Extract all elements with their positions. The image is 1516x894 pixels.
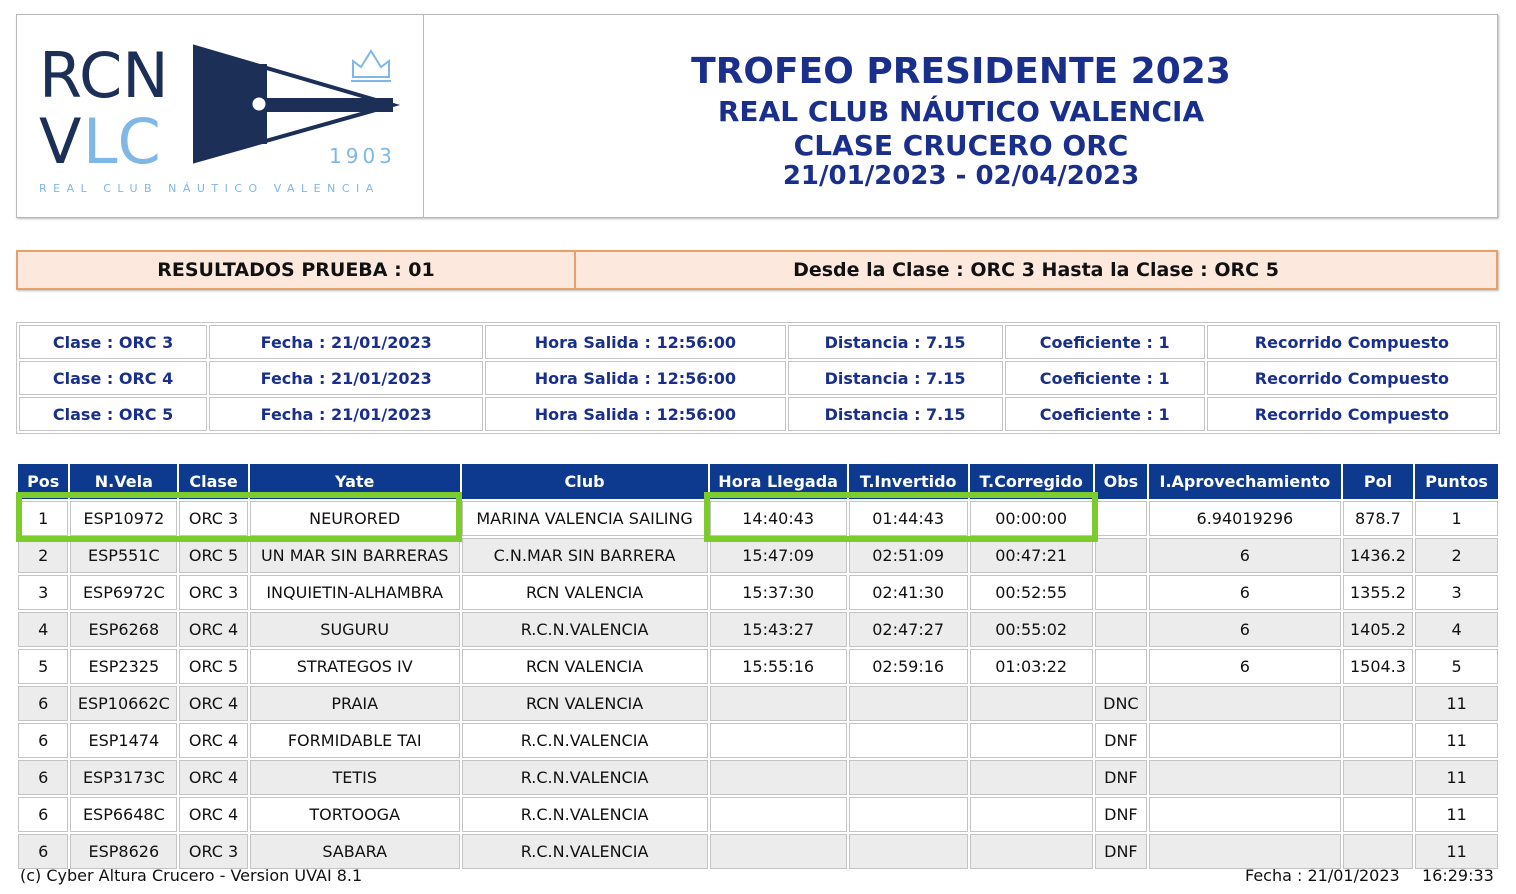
column-header: Yate <box>250 464 460 499</box>
column-header: Pos <box>18 464 68 499</box>
class-info-cell: Fecha : 21/01/2023 <box>209 325 483 359</box>
table-cell: 02:59:16 <box>849 649 968 684</box>
class-info-cell: Hora Salida : 12:56:00 <box>485 361 785 395</box>
class-info-body <box>19 325 1497 431</box>
table-cell <box>970 686 1093 721</box>
table-cell: 6 <box>18 797 68 832</box>
table-cell: 4 <box>1415 612 1498 647</box>
table-cell: 00:52:55 <box>970 575 1093 610</box>
table-row <box>18 686 1498 721</box>
results-class-range: Desde la Clase : ORC 3 Hasta la Clase : ORC 5 <box>793 259 1279 281</box>
table-cell: ORC 5 <box>179 649 248 684</box>
table-cell: 15:47:09 <box>710 538 847 573</box>
table-row <box>18 538 1498 573</box>
class-info-cell: Recorrido Compuesto <box>1207 325 1497 359</box>
table-cell <box>1095 649 1147 684</box>
table-cell <box>849 686 968 721</box>
footer-time: 16:29:33 <box>1422 866 1494 885</box>
class-info-cell: Distancia : 7.15 <box>788 325 1003 359</box>
table-cell <box>1343 797 1414 832</box>
class-info-cell: Clase : ORC 3 <box>19 325 207 359</box>
column-header: Obs <box>1095 464 1147 499</box>
table-cell: R.C.N.VALENCIA <box>462 723 708 758</box>
table-cell: 1355.2 <box>1343 575 1414 610</box>
class-info-cell: Fecha : 21/01/2023 <box>209 397 483 431</box>
class-info-cell: Distancia : 7.15 <box>788 397 1003 431</box>
results-bar <box>16 250 1498 290</box>
table-cell: 6 <box>1149 575 1341 610</box>
table-cell: R.C.N.VALENCIA <box>462 760 708 795</box>
table-cell: SABARA <box>250 834 460 869</box>
column-header: Club <box>462 464 708 499</box>
logo-caption: REAL CLUB NÁUTICO VALENCIA <box>39 182 380 195</box>
table-cell: ORC 3 <box>179 501 248 536</box>
table-cell: PRAIA <box>250 686 460 721</box>
table-cell: ESP10662C <box>70 686 177 721</box>
table-cell: 1 <box>1415 501 1498 536</box>
table-cell: RCN VALENCIA <box>462 686 708 721</box>
rcn-vlc-logo <box>17 15 423 217</box>
table-row <box>18 575 1498 610</box>
table-cell <box>970 723 1093 758</box>
table-cell <box>1343 834 1414 869</box>
table-cell <box>1095 538 1147 573</box>
table-cell: 6 <box>18 686 68 721</box>
class-info-cell: Hora Salida : 12:56:00 <box>485 325 785 359</box>
logo-v-text: V <box>39 105 82 178</box>
class-info-table <box>16 322 1500 434</box>
table-cell: ESP6648C <box>70 797 177 832</box>
table-cell: 6 <box>1149 612 1341 647</box>
table-row <box>18 834 1498 869</box>
table-cell: 3 <box>1415 575 1498 610</box>
table-cell: INQUIETIN-ALHAMBRA <box>250 575 460 610</box>
results-body <box>18 501 1498 869</box>
table-cell <box>970 760 1093 795</box>
column-header: Clase <box>179 464 248 499</box>
class-info-cell: Coeficiente : 1 <box>1005 361 1205 395</box>
table-cell: 3 <box>18 575 68 610</box>
table-cell: DNC <box>1095 686 1147 721</box>
table-cell: ORC 4 <box>179 760 248 795</box>
table-cell: DNF <box>1095 760 1147 795</box>
table-cell <box>1149 760 1341 795</box>
table-cell: 6 <box>18 723 68 758</box>
table-cell: 14:40:43 <box>710 501 847 536</box>
table-cell: TETIS <box>250 760 460 795</box>
table-row <box>18 760 1498 795</box>
table-cell: 1436.2 <box>1343 538 1414 573</box>
table-cell <box>710 797 847 832</box>
table-cell: 1504.3 <box>1343 649 1414 684</box>
column-header: Puntos <box>1415 464 1498 499</box>
table-cell: MARINA VALENCIA SAILING <box>462 501 708 536</box>
table-cell: 2 <box>18 538 68 573</box>
event-title: TROFEO PRESIDENTE 2023 <box>691 51 1231 92</box>
class-info-row <box>19 397 1497 431</box>
table-cell: ORC 4 <box>179 686 248 721</box>
table-cell <box>1095 612 1147 647</box>
table-cell: 2 <box>1415 538 1498 573</box>
table-cell <box>849 834 968 869</box>
table-cell: R.C.N.VALENCIA <box>462 612 708 647</box>
class-info-cell: Fecha : 21/01/2023 <box>209 361 483 395</box>
column-header: Hora Llegada <box>710 464 847 499</box>
table-row <box>18 723 1498 758</box>
results-table <box>16 462 1500 871</box>
table-cell: ORC 4 <box>179 612 248 647</box>
table-cell <box>849 797 968 832</box>
table-cell: 5 <box>18 649 68 684</box>
table-cell: 4 <box>18 612 68 647</box>
table-cell: 11 <box>1415 834 1498 869</box>
table-cell <box>1343 760 1414 795</box>
table-cell: TORTOOGA <box>250 797 460 832</box>
table-cell <box>849 723 968 758</box>
class-info-cell: Distancia : 7.15 <box>788 361 1003 395</box>
table-cell: 15:37:30 <box>710 575 847 610</box>
class-name: CLASE CRUCERO ORC <box>793 129 1129 162</box>
table-cell: 6 <box>1149 649 1341 684</box>
table-cell: ORC 4 <box>179 797 248 832</box>
class-info-cell: Hora Salida : 12:56:00 <box>485 397 785 431</box>
table-cell: ESP2325 <box>70 649 177 684</box>
column-header: T.Invertido <box>849 464 968 499</box>
table-cell: DNF <box>1095 723 1147 758</box>
table-cell: 02:47:27 <box>849 612 968 647</box>
table-cell: 5 <box>1415 649 1498 684</box>
table-cell <box>710 834 847 869</box>
table-cell: 6 <box>18 834 68 869</box>
table-cell: 15:55:16 <box>710 649 847 684</box>
table-cell: ORC 4 <box>179 723 248 758</box>
table-cell: ESP1474 <box>70 723 177 758</box>
footer-credit: (c) Cyber Altura Crucero - Version UVAI 8.1 <box>20 866 363 885</box>
table-cell: NEURORED <box>250 501 460 536</box>
table-cell <box>1149 797 1341 832</box>
table-cell: 11 <box>1415 760 1498 795</box>
table-cell: 11 <box>1415 686 1498 721</box>
table-cell <box>1343 723 1414 758</box>
table-cell <box>1095 575 1147 610</box>
table-cell: C.N.MAR SIN BARRERA <box>462 538 708 573</box>
table-row <box>18 797 1498 832</box>
class-info-row <box>19 325 1497 359</box>
table-cell: 878.7 <box>1343 501 1414 536</box>
table-cell: ESP8626 <box>70 834 177 869</box>
table-cell: ESP3173C <box>70 760 177 795</box>
table-cell <box>1095 501 1147 536</box>
table-cell: 11 <box>1415 797 1498 832</box>
table-cell <box>1149 723 1341 758</box>
class-info-row <box>19 361 1497 395</box>
table-cell: 6 <box>1149 538 1341 573</box>
table-cell: 15:43:27 <box>710 612 847 647</box>
logo-year: 1903 <box>329 144 396 168</box>
club-logo <box>17 15 424 217</box>
class-info-cell: Clase : ORC 4 <box>19 361 207 395</box>
crown-icon <box>351 51 391 81</box>
table-cell: 00:55:02 <box>970 612 1093 647</box>
table-cell: ESP6268 <box>70 612 177 647</box>
table-cell <box>1149 834 1341 869</box>
column-header: N.Vela <box>70 464 177 499</box>
logo-rcn-text: RCN <box>39 39 169 112</box>
table-cell: 00:00:00 <box>970 501 1093 536</box>
class-info-cell: Coeficiente : 1 <box>1005 397 1205 431</box>
table-cell: FORMIDABLE TAI <box>250 723 460 758</box>
table-cell: 1 <box>18 501 68 536</box>
table-cell: ORC 3 <box>179 834 248 869</box>
logo-lc-text: LC <box>83 105 161 178</box>
table-cell <box>1343 686 1414 721</box>
class-info-cell: Clase : ORC 5 <box>19 397 207 431</box>
table-row <box>18 649 1498 684</box>
column-header: Pol <box>1343 464 1414 499</box>
title-block <box>425 15 1497 217</box>
table-cell: DNF <box>1095 797 1147 832</box>
table-cell <box>710 760 847 795</box>
class-info-cell: Coeficiente : 1 <box>1005 325 1205 359</box>
table-row <box>18 612 1498 647</box>
table-row <box>18 501 1498 536</box>
table-cell: DNF <box>1095 834 1147 869</box>
table-cell: 01:03:22 <box>970 649 1093 684</box>
table-cell: 00:47:21 <box>970 538 1093 573</box>
column-header: T.Corregido <box>970 464 1093 499</box>
class-info-cell: Recorrido Compuesto <box>1207 397 1497 431</box>
table-cell: 6.94019296 <box>1149 501 1341 536</box>
table-cell <box>970 797 1093 832</box>
club-name: REAL CLUB NÁUTICO VALENCIA <box>717 95 1205 128</box>
table-cell <box>710 686 847 721</box>
column-header: I.Aprovechamiento <box>1149 464 1341 499</box>
table-cell: ORC 5 <box>179 538 248 573</box>
footer-date: Fecha : 21/01/2023 <box>1245 866 1400 885</box>
date-range: 21/01/2023 - 02/04/2023 <box>782 161 1140 191</box>
table-cell: R.C.N.VALENCIA <box>462 797 708 832</box>
table-cell: STRATEGOS IV <box>250 649 460 684</box>
table-cell: 02:51:09 <box>849 538 968 573</box>
table-cell: 11 <box>1415 723 1498 758</box>
results-race-label: RESULTADOS PRUEBA : 01 <box>18 252 576 288</box>
results-header-row <box>18 464 1498 499</box>
table-cell: 6 <box>18 760 68 795</box>
table-cell: SUGURU <box>250 612 460 647</box>
table-cell: 1405.2 <box>1343 612 1414 647</box>
table-cell <box>970 834 1093 869</box>
table-cell: ORC 3 <box>179 575 248 610</box>
table-cell <box>710 723 847 758</box>
table-cell: 01:44:43 <box>849 501 968 536</box>
table-cell: UN MAR SIN BARRERAS <box>250 538 460 573</box>
table-cell <box>1149 686 1341 721</box>
table-cell: RCN VALENCIA <box>462 575 708 610</box>
table-cell: 02:41:30 <box>849 575 968 610</box>
table-cell <box>849 760 968 795</box>
table-cell: ESP10972 <box>70 501 177 536</box>
class-info-cell: Recorrido Compuesto <box>1207 361 1497 395</box>
table-cell: ESP6972C <box>70 575 177 610</box>
table-cell: RCN VALENCIA <box>462 649 708 684</box>
header-box <box>16 14 1498 218</box>
table-cell: R.C.N.VALENCIA <box>462 834 708 869</box>
table-cell: ESP551C <box>70 538 177 573</box>
